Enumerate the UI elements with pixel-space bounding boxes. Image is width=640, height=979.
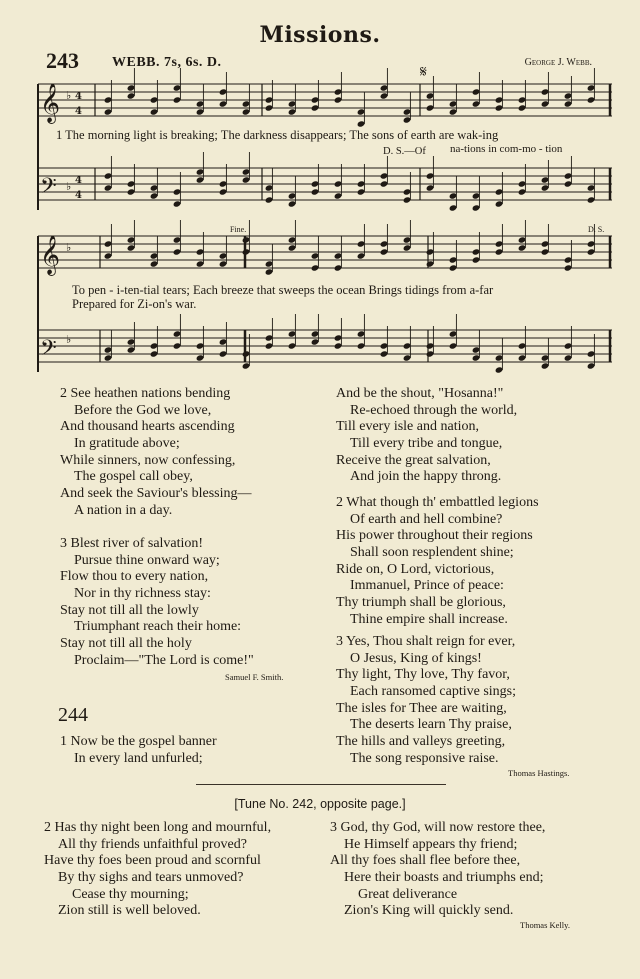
ds-label-2: D. S. [588,225,605,234]
treble-clef-icon: 𝄞 [40,83,61,123]
svg-text:♭: ♭ [66,333,72,346]
attribution-243: Samuel F. Smith. [225,672,284,682]
stanza-243-3-continued: And be the shout, "Hosanna!" Re-echoed through the world, Till every isle and nation, Till every tribe and tongue, Receive the great salvation, And join the happy throng. [336,386,518,485]
divider [196,784,446,785]
svg-text:4: 4 [75,190,82,201]
stanza-243-2: 2 See heathen nations bending Before the God we love, And thousand hearts ascending In gratitude above; While sinners, now confessing, The gospel call obey, And seek the Saviour's blessing— A nation in a day. [60,386,252,518]
hymn-number-243: 243 [46,48,79,73]
composer: George J. Webb. [524,57,592,68]
svg-text:4: 4 [75,175,82,186]
stanza-244-2: 2 What though th' embattled legions Of earth and hell combine? His power throughout their regions Shall soon resplendent shine; Ride on, O Lord, victorious, Immanuel, Prince of peace: Thy triumph shall be glorious, Thine empire shall increase. [336,495,539,627]
extra-hymn-stanza-2: 2 Has thy night been long and mournful, All thy friends unfaithful proved? Have thy foes been proud and scornful By thy sighs and tears unmoved? Cease thy mourning; Zion still is well beloved. [44,820,272,919]
treble-clef-icon: 𝄞 [40,235,61,275]
extra-hymn-stanza-3: 3 God, thy God, will now restore thee, He Himself appears thy friend; All thy foes shall flee before thee, Here their boasts and triumphs end; Great deliverance Zion's King will quickly send. [330,820,546,919]
fine-label: Fine. [230,225,247,234]
ds-label: D. S.—Of [383,146,426,157]
attribution-244: Thomas Hastings. [508,768,570,778]
svg-text:♭: ♭ [66,89,72,102]
hymn-number-244: 244 [58,704,88,726]
svg-text:4: 4 [75,91,82,102]
staff-2-treble [38,236,612,268]
section-title: Missions. [259,22,381,48]
staff-1-bass [38,168,612,200]
bass-clef-icon: 𝄢 [40,174,57,204]
stanza-244-3: 3 Yes, Thou shalt reign for ever, O Jesus, King of kings! Thy light, Thy love, Thy favor, Each ransomed captive sings; The isles for Thee are waiting, The deserts learn Thy praise, The hills and valleys greeting, The song responsive raise. [336,634,517,766]
lyric-line-1-ds: na-tions in com-mo - tion [450,143,563,155]
lyric-line-3: Prepared for Zi-on's war. [72,297,197,311]
segno-mark: 𝄋 [420,64,427,81]
stanza-number: 1 [56,128,63,142]
staff-1-treble [38,84,612,116]
svg-text:4: 4 [75,106,82,117]
lyric-line-2: To pen - i-ten-tial tears; Each breeze that sweeps the ocean Brings tidings from a-far [72,283,494,297]
tune-name: WEBB. 7s, 6s. D. [112,55,222,70]
staff-2-bass [38,330,612,362]
stanza-243-3: 3 Blest river of salvation! Pursue thine onward way; Flow thou to every nation, Nor in thy richness stay: Stay not till all the lowly Triumphant reach their home: Stay not till all the holy Proclaim—"The Lord is come!" [60,536,254,668]
bass-clef-icon: 𝄢 [40,336,57,366]
svg-text:♭: ♭ [66,241,72,254]
tune-note: [Tune No. 242, opposite page.] [234,797,406,811]
attribution-extra: Thomas Kelly. [520,920,570,930]
stanza-244-1: 1 Now be the gospel banner In every land unfurled; [60,734,217,766]
lyric-line-1: 1 The morning light is breaking; The darkness disappears; The sons of earth are wak-ing [56,128,499,142]
svg-text:♭: ♭ [66,180,72,193]
